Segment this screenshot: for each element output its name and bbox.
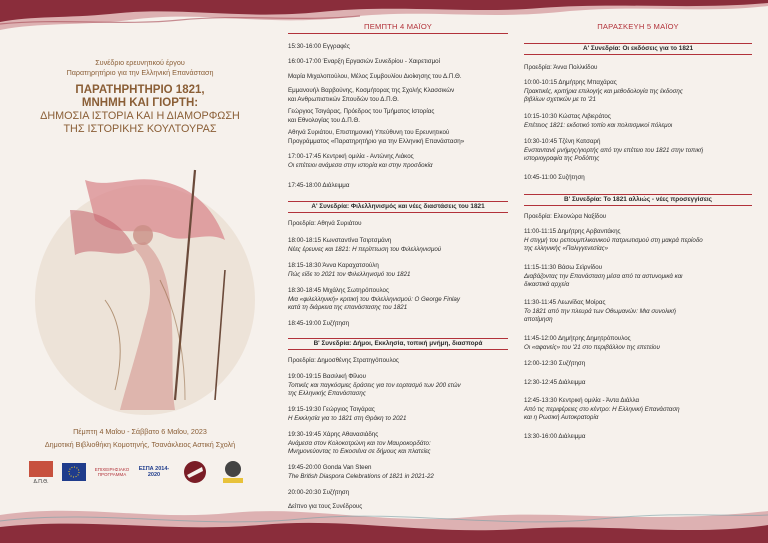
dinner-text: Δείπνο για τους Συνέδρους	[288, 503, 363, 510]
friday-break-1	[524, 379, 752, 388]
friday-session-b-header: Β' Συνεδρία: Το 1821 αλλιώς - νέες προσεγγίσεις	[524, 194, 752, 206]
conference-subtitle	[20, 58, 260, 78]
friday-talk-b3	[524, 299, 752, 325]
chair-a-text: Προεδρία: Αθηνά Συριάτου	[288, 220, 362, 227]
thursday-session-b-header: Β' Συνεδρία: Δήμοι, Εκκλησία, τοπική μνήμη, διασπορά	[288, 338, 508, 350]
friday-talk-a3	[524, 138, 752, 164]
thursday-opening	[288, 58, 508, 67]
friday-talk-b3-title-1: Το 1821 από την πλευρά των Οθωμανών: Μια συνολική	[524, 307, 676, 315]
greeting-1	[288, 73, 508, 82]
talk-b3-title-2: Μνημονεύοντας το Εικοσιένα σε δήμους και πλατείες	[288, 448, 431, 455]
friday-keynote-title-2: και η Ρωσική Αυτοκρατορία	[524, 414, 599, 421]
friday-talk-b3-title-2: αποτίμηση	[524, 316, 553, 323]
friday-talk-a2-speaker: 10:15-10:30 Κώστας Λιβιεράτος	[524, 113, 611, 120]
talk-a1-title: Νέες έρευνες και 1821: Η περίπτωση του Φιλελληνισμού	[288, 245, 442, 253]
talk-a1	[288, 237, 508, 254]
friday-discussion-b-text: 12:00-12:30 Συζήτηση	[524, 360, 586, 367]
talk-a3-title-1: Μια «φιλελληνική» κριτική του Φιλελληνισμού: Ο George Finlay	[288, 295, 460, 303]
talk-b1-title-1: Τοπικές και παγκόσμιες δράσεις για τον εορτασμό των 200 ετών	[288, 381, 461, 389]
friday-talk-a3-speaker: 10:30-10:45 Τζένη Κατσαρή	[524, 138, 601, 145]
friday-discussion-a-text: 10:45-11:00 Συζήτηση	[524, 174, 585, 181]
thursday-session-a-discussion	[288, 320, 508, 329]
talk-b1-speaker: 19:00-19:15 Βασιλική Φίλιου	[288, 373, 366, 380]
keynote-time-speaker: 17:00-17:45 Κεντρική ομιλία - Αντώνης Λιάκος	[288, 153, 414, 160]
title-line-2: ΜΝΗΜΗ ΚΑΙ ΓΙΟΡΤΗ:	[81, 97, 199, 109]
publisher-logo	[218, 458, 248, 486]
friday-keynote-speaker: 12:45-13:30 Κεντρική ομιλία - Άντα Διάλλα	[524, 397, 640, 404]
friday-talk-a1	[524, 79, 752, 105]
friday-talk-a1-title-1: Πρακτικές, κριτήρια επιλογής και μεθοδολογία της έκδοσης	[524, 87, 683, 95]
registration-text: 15:30-16:00 Εγγραφές	[288, 43, 350, 50]
thursday-dinner	[288, 503, 508, 512]
title-line-3: ΔΗΜΟΣΙΑ ΙΣΤΟΡΙΑ ΚΑΙ Η ΔΙΑΜΟΡΦΩΣΗ	[40, 110, 240, 122]
friday-keynote-title-1: Από τις περιφέρειες στο κέντρο: Η Ελληνική Επανάσταση	[524, 405, 680, 413]
sponsor-logos	[26, 458, 276, 488]
greeting-2	[288, 87, 508, 104]
friday-talk-b4-title: Οι «αφανείς» του '21 στο περιβάλλον της επετείου	[524, 343, 660, 351]
event-venue: Δημοτική Βιβλιοθήκη Κομοτηνής, Τσανάκλειος Αστική Σχολή	[44, 440, 236, 449]
friday-talk-b2-speaker: 11:15-11:30 Βάσω Σεϊρνίδου	[524, 264, 603, 271]
thursday-session-b-discussion	[288, 489, 508, 498]
talk-b2-title: Η Εκκλησία για το 1821 στη Θράκη το 2021	[288, 414, 407, 422]
greeting-3	[288, 108, 508, 125]
greeting-2-line-2: και Ανθρωπιστικών Σπουδών του Δ.Π.Θ.	[288, 95, 399, 103]
friday-talk-b2-title-2: δικαστικά αρχεία	[524, 281, 570, 288]
friday-talk-b4	[524, 335, 752, 352]
talk-b2	[288, 406, 508, 423]
friday-talk-a2-title: Επέτειος 1821: εκδοτικό τοπίο και πολιτισμικοί πόλεμοι	[524, 121, 673, 129]
talk-b4-title: The British Diaspora Celebrations of 1821 in 2021-22	[288, 472, 434, 480]
talk-b3-title-1: Ανάμεσα στον Κολοκοτρώνη και τον Μαυροκορδάτο:	[288, 439, 431, 447]
talk-a2-title: Πώς είδε το 2021 τον Φιλελληνισμό του 1821	[288, 270, 411, 278]
friday-chair-b-text: Προεδρία: Ελεονώρα Ναξίδου	[524, 213, 607, 220]
greeting-3-line-2: και Εθνολογίας του Δ.Π.Θ.	[288, 116, 360, 124]
thursday-session-a-header: Α' Συνεδρία: Φιλελληνισμός και νέες διαστάσεις του 1821	[288, 201, 508, 213]
subtitle-line-1: Συνέδριο ερευνητικού έργου	[95, 58, 185, 67]
title-line-4: ΤΗΣ ΙΣΤΟΡΙΚΗΣ ΚΟΥΛΤΟΥΡΑΣ	[63, 123, 217, 135]
duth-logo	[26, 458, 56, 486]
friday-break-2-text: 13:30-16:00 Διάλειμμα	[524, 433, 586, 440]
left-cover-panel	[0, 0, 280, 543]
discussion-b-text: 20:00-20:30 Συζήτηση	[288, 489, 350, 496]
friday-talk-b3-speaker: 11:30-11:45 Λεωνίδας Μοίρας	[524, 299, 606, 306]
friday-chair-a-text: Προεδρία: Άννα Πολλκίδου	[524, 64, 598, 71]
friday-session-a-discussion	[524, 174, 752, 183]
friday-keynote	[524, 397, 752, 423]
talk-b1-title-2: της Ελληνικής Επανάστασης	[288, 390, 366, 397]
thursday-day-title: ΠΕΜΠΤΗ 4 ΜΑΪΟΥ	[364, 22, 432, 31]
friday-talk-b2	[524, 264, 752, 290]
break-text: 17:45-18:00 Διάλειμμα	[288, 182, 350, 189]
thursday-title-rule	[288, 33, 508, 34]
talk-b3-speaker: 19:30-19:45 Χάρης Αθανασιάδης	[288, 431, 379, 438]
talk-a3	[288, 287, 508, 313]
friday-day-title: ΠΑΡΑΣΚΕΥΗ 5 ΜΑΪΟΥ	[597, 22, 679, 31]
thursday-program	[288, 0, 508, 543]
greeting-2-line-1: Εμμανουήλ Βαρβούνης, Κοσμήτορας της Σχολής Κλασσικών	[288, 87, 455, 94]
greeting-4-line-1: Αθηνά Συριάτου, Επιστημονική Υπεύθυνη του Ερευνητικού	[288, 129, 450, 136]
liberty-flag-illustration	[25, 150, 265, 418]
op-programme-logo-text: ΕΠΙΧΕΙΡΗΣΙΑΚΟ ΠΡΟΓΡΑΜΜΑ	[94, 467, 130, 477]
thursday-keynote	[288, 153, 508, 170]
friday-talk-b1	[524, 228, 752, 254]
event-dates-venue	[20, 425, 260, 451]
conference-title	[14, 84, 266, 136]
friday-talk-b1-title-2: της ελληνικής «Παλιγγενεσίας»	[524, 245, 609, 252]
espa-logo	[138, 458, 170, 486]
friday-program	[524, 0, 752, 543]
espa-logo-text: ΕΣΠΑ 2014-2020	[138, 466, 170, 478]
greeting-3-line-1: Γεώργιος Τσιγάρας, Πρόεδρος του Τμήματος Ιστορίας	[288, 108, 435, 115]
talk-a2	[288, 262, 508, 279]
event-dates: Πέμπτη 4 Μαΐου - Σάββατο 6 Μαΐου, 2023	[73, 427, 207, 436]
friday-talk-a2	[524, 113, 752, 130]
friday-talk-b4-speaker: 11:45-12:00 Δημήτρης Δημητρόπουλος	[524, 335, 631, 342]
thursday-session-b-chair	[288, 357, 508, 366]
greeting-4-line-2: Προγράμματος «Παρατηρητήριο για την Ελληνική Επανάσταση»	[288, 137, 465, 145]
duth-logo-text: Δ.Π.Θ.	[33, 479, 49, 485]
talk-a2-speaker: 18:15-18:30 Άννα Καραχατσούλη	[288, 262, 379, 269]
subtitle-line-2: Παρατηρητήριο για την Ελληνική Επανάσταση	[66, 68, 214, 77]
talk-a3-title-2: κατά τη διάρκεια της επανάστασης του 1821	[288, 304, 408, 311]
keynote-title: Οι επέτειοι ανάμεσα στην ιστορία και στην προσδοκία	[288, 161, 433, 169]
thursday-break	[288, 182, 508, 191]
friday-talk-b1-speaker: 11:00-11:15 Δημήτρης Αρβανιτάκης	[524, 228, 621, 235]
talk-a1-speaker: 18:00-18:15 Κωνσταντίνα Τσιρτσμάνη	[288, 237, 392, 244]
friday-talk-b1-title-1: Η στιγμή του ρεπουμπλικανικού πατριωτισμού στη μακρά περίοδο	[524, 236, 703, 244]
talk-b3	[288, 431, 508, 457]
eu-flag-logo	[62, 458, 86, 486]
friday-break-2	[524, 433, 752, 442]
friday-session-a-header: Α' Συνεδρία: Οι εκδόσεις για το 1821	[524, 43, 752, 55]
observatory-logo	[178, 458, 212, 486]
thursday-registration	[288, 43, 508, 52]
op-programme-logo	[90, 458, 134, 486]
friday-talk-a3-title-1: Ενσταντανέ μνήμης/γιορτής από την επέτειο του 1821 στην τοπική	[524, 146, 704, 154]
friday-session-a-chair	[524, 64, 752, 73]
friday-talk-a1-speaker: 10:00-10:15 Δημήτρης Μπαχάρας	[524, 79, 617, 86]
title-line-1: ΠΑΡΑΤΗΡΗΤΗΡΙΟ 1821,	[75, 84, 205, 96]
friday-session-b-discussion	[524, 360, 752, 369]
friday-break-1-text: 12:30-12:45 Διάλειμμα	[524, 379, 586, 386]
discussion-a-text: 18:45-19:00 Συζήτηση	[288, 320, 350, 327]
talk-a3-speaker: 18:30-18:45 Μιχάλης Σωτηρόπουλος	[288, 287, 389, 294]
opening-text: 16:00-17:00 Έναρξη Εργασιών Συνεδρίου - Χαιρετισμοί	[288, 58, 440, 65]
friday-talk-a3-title-2: ιστοριογραφία της Ροδόπης	[524, 155, 600, 162]
friday-talk-a1-title-2: βιβλίων σχετικών με το '21	[524, 96, 596, 103]
greeting-1-text: Μαρία Μιχαλοπούλου, Μέλος Συμβουλίου Διοίκησης του Δ.Π.Θ.	[288, 73, 462, 80]
friday-talk-b2-title-1: Διαβάζοντας την Επανάσταση μέσα από τα αστυνομικά και	[524, 272, 683, 280]
talk-b4	[288, 464, 508, 481]
talk-b2-speaker: 19:15-19:30 Γεώργιος Τσιγάρας	[288, 406, 375, 413]
greeting-4	[288, 129, 508, 146]
talk-b1	[288, 373, 508, 399]
talk-b4-speaker: 19:45-20:00 Gonda Van Steen	[288, 464, 372, 471]
friday-session-b-chair	[524, 213, 752, 222]
chair-b-text: Προεδρία: Δημοσθένης Στρατηγόπουλος	[288, 357, 399, 364]
thursday-session-a-chair	[288, 220, 508, 229]
